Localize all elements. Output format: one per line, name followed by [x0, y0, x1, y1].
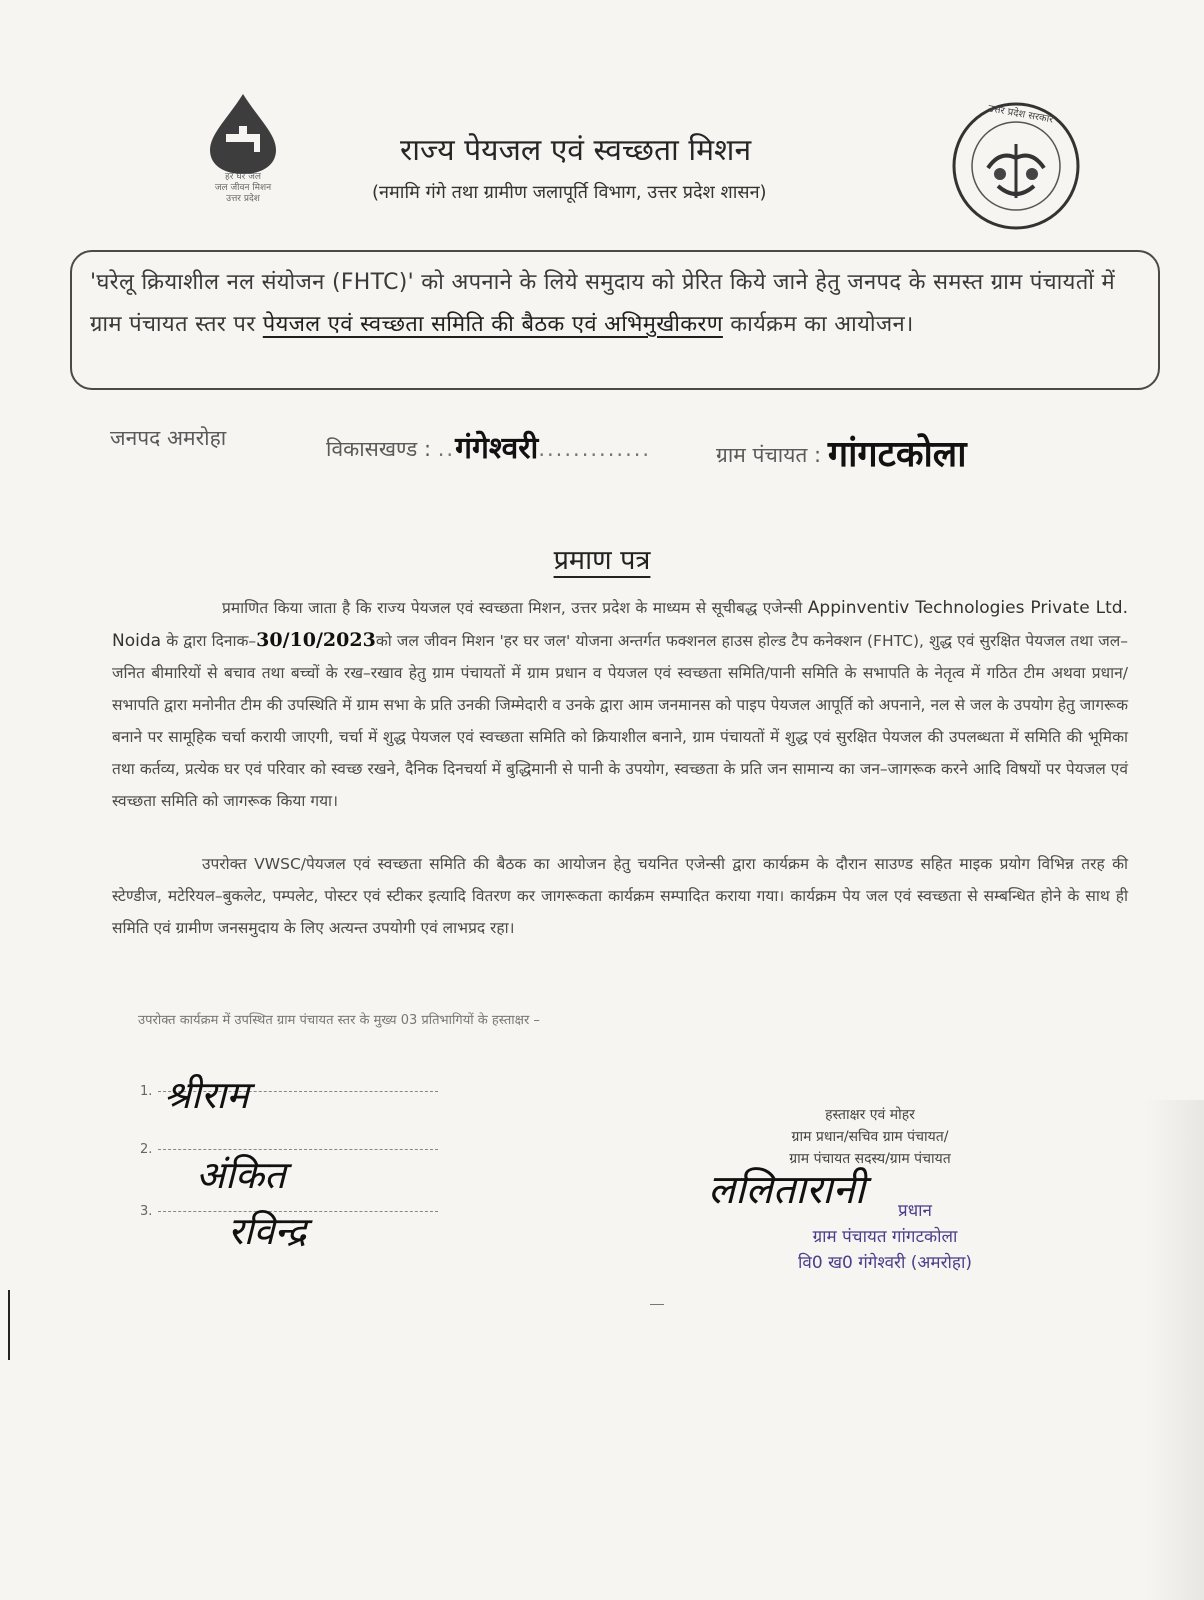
participant-signature-3: रविन्द्र: [228, 1209, 307, 1253]
certificate-paragraph-1: [112, 592, 1128, 817]
block-field: [326, 424, 651, 465]
program-date: 30/10/2023: [256, 629, 376, 651]
water-drop-tap-icon: [188, 90, 298, 175]
pradhan-signature: ललितारानी: [708, 1167, 866, 1213]
stamp-line-2: ग्राम पंचायत गांगटकोला: [812, 1227, 958, 1247]
logo-caption-3: उत्तर प्रदेश: [226, 194, 260, 204]
p1-part-c: को जल जीवन मिशन 'हर घर जल' योजना अन्तर्गत फक्शनल हाउस होल्ड टैप कनेक्शन (FHTC), शुद्ध एवं सुरक्षित पेयजल तथा जल–जनित बीमारियों से बचाव तथा बच्चों के रख–रखाव हेतु ग्राम पंचायतों में ग्राम प्रधान व पेयजल एवं स्वच्छता समिति/पानी समिति के सभापति के नेतृत्व में गठित टीम अथवा प्रधान/सभापति द्वारा मनोनीत टीम की उपस्थिति में ग्राम सभा के प्रति उनकी जिम्मेदारी व उनके द्वारा आम जनमानस को पाइप पेयजल आपूर्ति को अपनाने, नल से जल के उपयोग हेतु जागरूक बनाने पर सामूहिक चर्चा करायी जाएगी, चर्चा में शुद्ध पेयजल एवं स्वच्छता समिति को क्रियाशील बनाने, ग्राम पंचायतों में शुद्ध एवं सुरक्षित पेयजल की उपलब्धता में समिति की भूमिका तथा कर्तव्य, प्रत्येक घर एवं परिवार को स्वच्छ रखने, दैनिक दिनचर्या में बुद्धिमानी से पानी के उपयोग, स्वच्छता के प्रति जन सामान्य का जन–जागरूक करने आदि विषयों पर पेयजल एवं स्वच्छता समिति को जागरूक किया गया।: [112, 632, 1128, 810]
banner-underlined: पेयजल एवं स्वच्छता समिति की बैठक एवं अभिमुखीकरण: [262, 312, 723, 337]
p1-part-a: प्रमाणित किया जाता है कि राज्य पेयजल एवं स्वच्छता मिशन, उत्तर प्रदेश के माध्यम से सूचीबद्ध एजेन्सी: [222, 599, 808, 617]
banner-text-after: कार्यक्रम का आयोजन।: [722, 312, 914, 337]
participant-number-3: 3.: [140, 1204, 153, 1219]
certificate-heading: [0, 540, 1204, 577]
sign-caption-3: ग्राम पंचायत सदस्य/ग्राम पंचायत: [789, 1151, 951, 1167]
participant-signature-1: श्रीराम: [164, 1073, 249, 1117]
attendance-caption: उपरोक्त कार्यक्रम में उपस्थित ग्राम पंचायत स्तर के मुख्य 03 प्रतिभागियों के हस्ताक्षर –: [138, 1013, 540, 1028]
panchayat-value: गांगटकोला: [827, 433, 967, 475]
participant-line-2: [140, 1142, 438, 1157]
up-government-emblem: [948, 98, 1084, 234]
banner-text: [90, 262, 1150, 346]
mission-subtitle: (नमामि गंगे तथा ग्रामीण जलापूर्ति विभाग, उत्तर प्रदेश शासन): [372, 182, 767, 203]
block-value: गंगेश्वरी: [455, 431, 539, 466]
p1-part-b: के द्वारा दिनाक–: [161, 632, 257, 650]
emblem-text: उत्तर प्रदेश सरकार: [987, 103, 1055, 126]
sign-caption-2: ग्राम प्रधान/सचिव ग्राम पंचायत/: [791, 1129, 949, 1145]
sign-caption-1: हस्ताक्षर एवं मोहर: [825, 1107, 915, 1123]
block-dotted-line-end: .............: [538, 437, 652, 461]
banner-text-before: 'घरेलू क्रियाशील नल संयोजन (FHTC)' को अपनाने के लिये समुदाय को प्रेरित किये जाने हेतु जनपद के समस्त ग्राम पंचायतों में ग्राम पंचायत स्तर पर: [90, 270, 1115, 337]
stamp-line-3: वि0 ख0 गंगेश्वरी (अमरोहा): [798, 1253, 972, 1273]
har-ghar-jal-logo: [188, 90, 298, 220]
participant-number-1: 1.: [140, 1084, 153, 1099]
certificate-paragraph-2: उपरोक्त VWSC/पेयजल एवं स्वच्छता समिति की बैठक का आयोजन हेतु चयनित एजेन्सी द्वारा कार्यक्रम के दौरान साउण्ड सहित माइक प्रयोग विभिन्न तरह की स्टेण्डीज, मटेरियल–बुकलेट, पम्पलेट, पोस्टर एवं स्टीकर इत्यादि वितरण कर जागरूकता कार्यक्रम सम्पादित कराया गया। कार्यक्रम पेय जल एवं स्वच्छता से सम्बन्धित होने के साथ ही समिति एवं ग्रामीण जनसमुदाय के लिए अत्यन्त उपयोगी एवं लाभप्रद रहा।: [112, 855, 1128, 937]
divider: [650, 1304, 664, 1305]
panchayat-label: ग्राम पंचायत :: [716, 443, 822, 467]
panchayat-field: [716, 424, 967, 473]
agency-name: Appinventiv Technologies Private Ltd. Noida: [112, 598, 1128, 651]
stamp-line-1: प्रधान: [898, 1201, 932, 1221]
mission-title: राज्य पेयजल एवं स्वच्छता मिशन: [400, 133, 752, 168]
participant-number-2: 2.: [140, 1142, 153, 1157]
block-label: विकासखण्ड :: [326, 437, 432, 461]
logo-caption-2: जल जीवन मिशन: [214, 183, 272, 193]
participant-signature-2: अंकित: [196, 1153, 286, 1197]
logo-caption-1: हर घर जल: [225, 172, 261, 182]
pradhan-stamp: [770, 1198, 1000, 1276]
edge-mark: [8, 1290, 10, 1360]
certificate-heading-text: प्रमाण पत्र: [553, 545, 651, 576]
district-label: जनपद अमरोहा: [110, 426, 227, 450]
page-shadow: [1144, 1100, 1204, 1600]
block-dotted-line: ..: [437, 437, 456, 461]
